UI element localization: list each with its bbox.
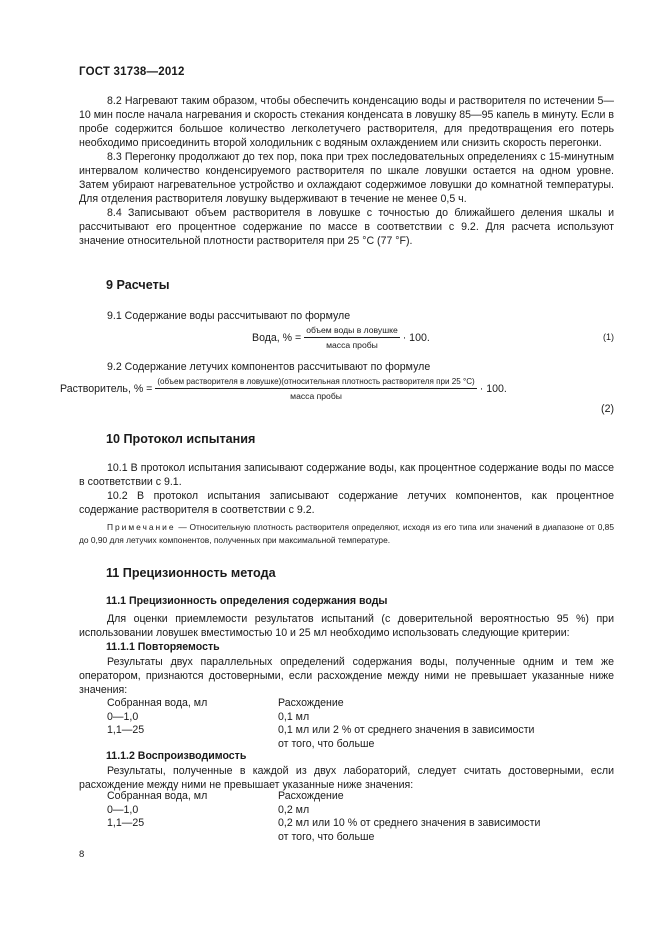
table-cell: 0—1,0 <box>107 803 139 816</box>
section-10-body <box>79 461 614 517</box>
paragraph-11-1 <box>79 612 614 640</box>
paragraph-10-1: 10.1 В протокол испытания записывают содержание воды, как процентное содержание воды по массе в соответствии с 9.1. <box>79 462 614 488</box>
paragraph-11-1-1 <box>79 655 614 697</box>
reproducibility-table <box>107 790 578 844</box>
formula-2-tail: · 100. <box>479 382 507 395</box>
formula-2-lhs: Растворитель, % = <box>60 382 153 395</box>
formula-1-tail: · 100. <box>402 331 430 344</box>
table-cell: 1,1—25 <box>107 817 145 829</box>
section-9-title: 9 Расчеты <box>106 278 170 292</box>
table-cell: от того, что больше <box>278 737 375 750</box>
note-paragraph <box>79 521 614 547</box>
table-cell: 0—1,0 <box>107 710 139 723</box>
table-row <box>107 738 578 752</box>
table-row <box>107 711 578 725</box>
formula-1-fraction <box>304 325 400 351</box>
table-header-discrepancy: Расхождение <box>278 697 344 709</box>
formula-1-lhs: Вода, % = <box>252 331 302 344</box>
paragraph-8-4: 8.4 Записывают объем растворителя в ловушке с точностью до ближайшего деления шкалы и рассчитывают его процентное содержание по массе в соответствии с 9.2. Для расчета используют значение относительной плотности растворителя при 25 °С (77 °F). <box>79 207 614 247</box>
paragraph-8-3: 8.3 Перегонку продолжают до тех пор, пока при трех последовательных определениях с 15-минутным интервалом количество конденсируемого растворителя по шкале ловушки остается на одном уровне. Затем убирают нагревательное устройство и охлаждают содержимое ловушки до комнатной температуры. Для отделения растворителя ловушку выдерживают в течение не менее 0,5 ч. <box>79 151 614 205</box>
paragraph-9-2 <box>79 360 614 374</box>
paragraph-9-1-text: 9.1 Содержание воды рассчитывают по формуле <box>107 310 351 322</box>
table-row <box>107 804 578 818</box>
subsection-11-1-2-title: 11.1.2 Воспроизводимость <box>106 750 247 762</box>
table-cell-empty <box>107 831 278 845</box>
table-cell: от того, что больше <box>278 830 375 843</box>
paragraph-8-2: 8.2 Нагревают таким образом, чтобы обеспечить конденсацию воды и растворителя по истечении 5—10 мин после начала нагревания и скорость стекания конденсата в ловушку 85—95 капель в минуту. Если в пробе содержится большое количество легколетучего растворителя, для предотвращения его потерь необходимо присоединить второй холодильник с водяным охлаждением или снизить скорость перегонки. <box>79 95 614 149</box>
formula-2-fraction <box>155 376 476 402</box>
table-row <box>107 697 578 711</box>
section-11-title: 11 Прецизионность метода <box>106 566 276 580</box>
table-row <box>107 790 578 804</box>
formula-1 <box>252 325 430 351</box>
note-block <box>79 521 614 547</box>
section-10-title: 10 Протокол испытания <box>106 432 256 446</box>
section-8-continuation <box>79 94 614 248</box>
page-number: 8 <box>79 849 85 860</box>
paragraph-9-1 <box>79 309 614 323</box>
formula-2-number: (2) <box>601 403 614 415</box>
paragraph-11-1-text: Для оценки приемлемости результатов испытаний (с доверительной вероятностью 95 %) при использовании ловушек вместимостью 10 и 25 мл необходимо использовать следующие критерии: <box>79 613 614 639</box>
table-row <box>107 724 578 738</box>
formula-2-numerator: (объем растворителя в ловушке)(относительная плотность растворителя при 25 °С) <box>155 376 476 389</box>
table-header-collected-water: Собранная вода, мл <box>107 697 208 709</box>
formula-2-denominator: масса пробы <box>290 391 342 401</box>
formula-1-numerator: объем воды в ловушке <box>304 325 400 338</box>
paragraph-11-1-2-text: Результаты, полученные в каждой из двух лабораторий, следует считать достоверными, если расхождение между ними не превышает указанные ниже значения: <box>79 765 614 791</box>
formula-1-denominator: масса пробы <box>326 340 378 350</box>
table-row <box>107 817 578 831</box>
subsection-11-1-title: 11.1 Прецизионность определения содержания воды <box>106 595 388 607</box>
table-cell: 0,2 мл <box>278 803 310 816</box>
note-text: — Относительную плотность растворителя определяют, исходя из его типа или значений в диапазоне от 0,85 до 0,90 для летучих компонентов, полученных при максимальной температуре. <box>79 522 614 545</box>
table-cell: 0,1 мл <box>278 710 310 723</box>
table-row <box>107 831 578 845</box>
table-cell: 0,2 мл или 10 % от среднего значения в зависимости <box>278 817 541 829</box>
paragraph-10-2: 10.2 В протокол испытания записывают содержание летучих компонентов, как процентное содержание растворителя в соответствии с 9.2. <box>79 490 614 516</box>
formula-2 <box>60 376 507 402</box>
table-cell: 1,1—25 <box>107 724 145 736</box>
note-label: Примечание <box>107 522 176 532</box>
formula-1-number: (1) <box>603 332 614 342</box>
table-header-collected-water: Собранная вода, мл <box>107 790 208 802</box>
table-cell: 0,1 мл или 2 % от среднего значения в зависимости <box>278 724 535 736</box>
paragraph-9-2-text: 9.2 Содержание летучих компонентов рассчитывают по формуле <box>107 361 431 373</box>
table-cell-empty <box>107 738 278 752</box>
document-header: ГОСТ 31738—2012 <box>79 66 185 78</box>
repeatability-table <box>107 697 578 751</box>
subsection-11-1-1-title: 11.1.1 Повторяемость <box>106 641 220 653</box>
paragraph-11-1-2 <box>79 764 614 792</box>
paragraph-11-1-1-text: Результаты двух параллельных определений содержания воды, полученные одним и тем же оператором, признаются достоверными, если расхождение между ними не превышает указанные ниже значения: <box>79 656 614 696</box>
table-header-discrepancy: Расхождение <box>278 790 344 802</box>
